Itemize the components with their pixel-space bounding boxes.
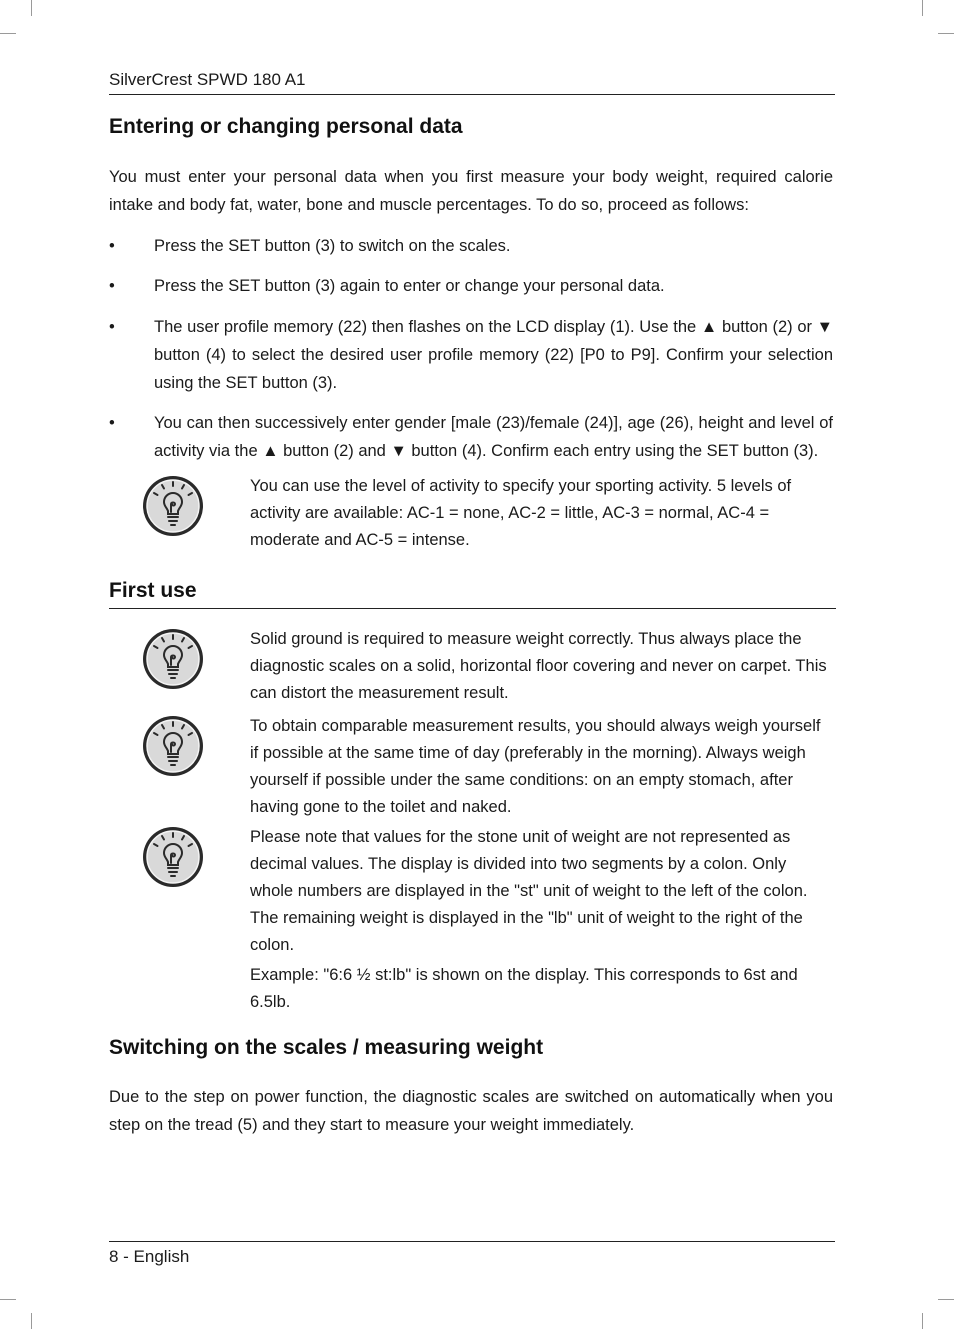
list-item-text: Press the SET button (3) to switch on the scales. <box>154 237 511 255</box>
bullet-icon: • <box>109 277 115 295</box>
note-text <box>250 824 833 1016</box>
lightbulb-icon <box>140 626 206 692</box>
lightbulb-icon <box>140 824 206 890</box>
list-item <box>109 313 833 397</box>
note-text <box>250 473 833 554</box>
note-paragraph: Solid ground is required to measure weight correctly. Thus always place the diagnostic scales on a solid, horizontal floor covering and never on carpet. This can distort the measurement result. <box>250 630 827 702</box>
note-paragraph: You can use the level of activity to specify your sporting activity. 5 levels of activity are available: AC-1 = none, AC-2 = little, AC-3 = normal, AC-4 = moderate and AC-5 = intense. <box>250 477 792 549</box>
note-paragraph: To obtain comparable measurement results, you should always weigh yourself if possible at the same time of day (preferably in the morning). Always weigh yourself if possible under the same conditions: on an empty stomach, after having gone to the toilet and naked. <box>250 717 821 816</box>
intro-paragraph: You must enter your personal data when you first measure your body weight, required calorie intake and body fat, water, bone and muscle percentages. To do so, proceed as follows: <box>109 168 833 214</box>
list-item <box>109 409 833 465</box>
list-item <box>109 232 833 260</box>
note-block <box>140 473 833 554</box>
bullet-icon: • <box>109 318 115 336</box>
page-number: 8 - English <box>109 1241 835 1267</box>
bullet-icon: • <box>109 237 115 255</box>
note-block <box>140 713 833 821</box>
note-block <box>140 626 833 707</box>
list-item-text: Press the SET button (3) again to enter or change your personal data. <box>154 277 665 295</box>
section-heading-first-use: First use <box>109 578 836 609</box>
note-text <box>250 713 833 821</box>
crop-mark <box>938 33 954 34</box>
note-block <box>140 824 833 1016</box>
crop-mark <box>0 33 16 34</box>
list-item-text: The user profile memory (22) then flashes on the LCD display (1). Use the ▲ button (2) or ▼ button (4) to select the desired user profile memory (22) [P0 to P9]. Confirm your selection using the SET button (3). <box>154 318 833 392</box>
running-header: SilverCrest SPWD 180 A1 <box>109 70 835 95</box>
crop-mark <box>31 1313 32 1329</box>
crop-mark <box>938 1299 954 1300</box>
bullet-icon: • <box>109 414 115 432</box>
lightbulb-icon <box>140 713 206 779</box>
crop-mark <box>31 0 32 16</box>
example-paragraph: Example: "6:6 ½ st:lb" is shown on the display. This corresponds to 6st and 6.5lb. <box>250 966 798 1011</box>
note-text <box>250 626 833 707</box>
crop-mark <box>922 1313 923 1329</box>
crop-mark <box>922 0 923 16</box>
body-paragraph: Due to the step on power function, the diagnostic scales are switched on automatically when you step on the tread (5) and they start to measure your weight immediately. <box>109 1088 833 1134</box>
section-heading-measuring-weight: Switching on the scales / measuring weight <box>109 1036 544 1059</box>
section-heading-personal-data: Entering or changing personal data <box>109 115 463 138</box>
list-item <box>109 272 833 300</box>
list-item-text: You can then successively enter gender [male (23)/female (24)], age (26), height and level of activity via the ▲ button (2) and ▼ button (4). Confirm each entry using the SET button (3). <box>154 414 833 460</box>
crop-mark <box>0 1299 16 1300</box>
note-paragraph: Please note that values for the stone unit of weight are not represented as decimal values. The display is divided into two segments by a colon. Only whole numbers are displayed in the "st" unit of weight to the left of the colon. The remaining weight is displayed in the "lb" unit of weight to the right of the colon. <box>250 828 808 954</box>
lightbulb-icon <box>140 473 206 539</box>
